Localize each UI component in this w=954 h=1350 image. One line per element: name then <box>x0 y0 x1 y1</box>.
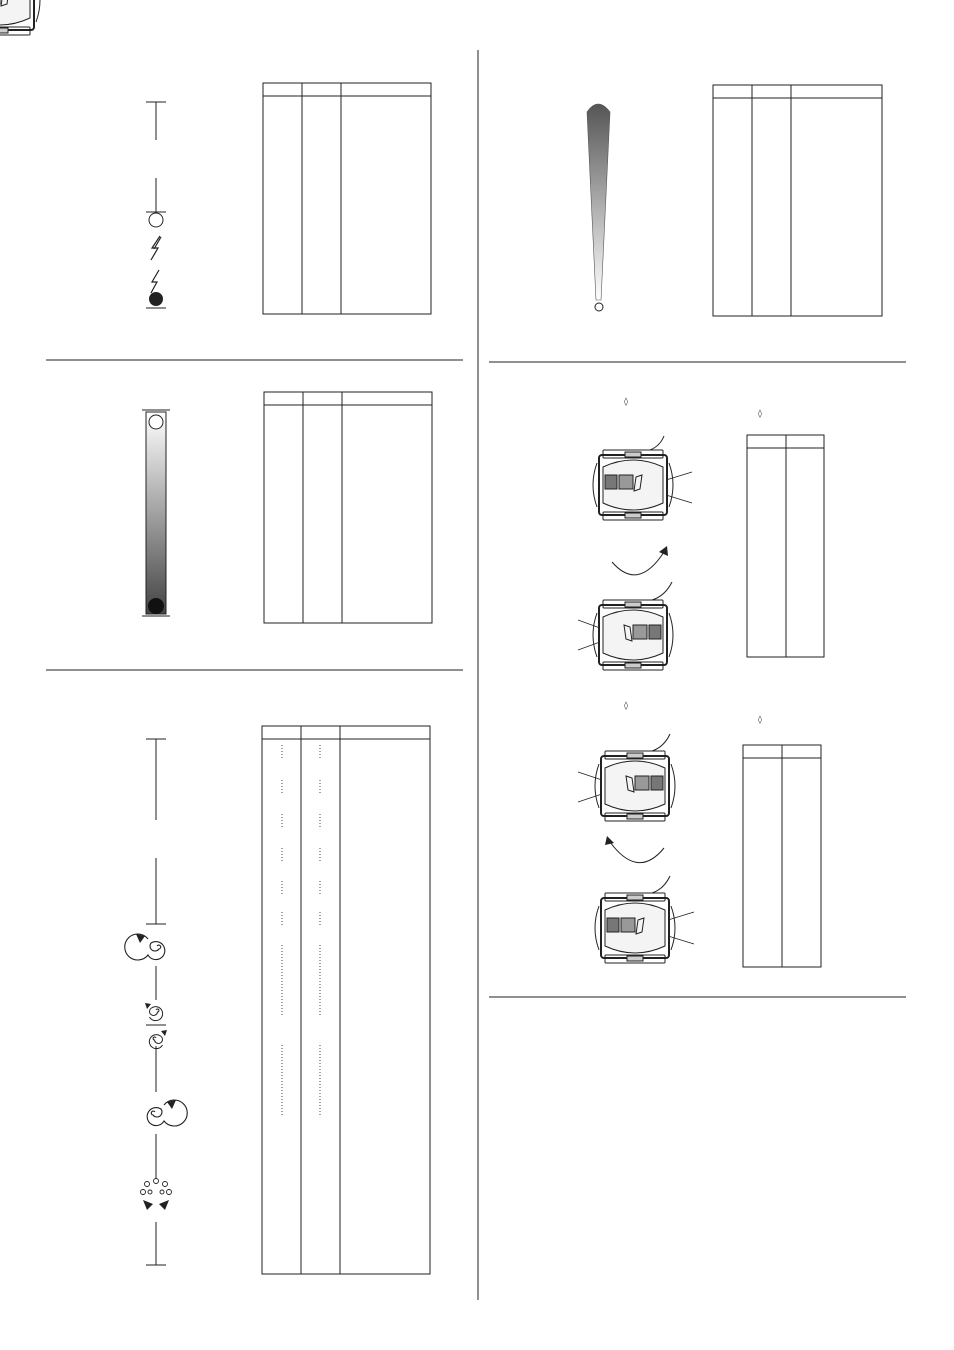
dimmer-bar <box>142 410 170 616</box>
dimmer-table <box>264 392 432 623</box>
beam-table <box>713 85 882 316</box>
pan-table <box>747 435 824 657</box>
rotate-ccw-arrow-icon <box>610 842 664 863</box>
open-shutter-icon <box>149 213 163 227</box>
spiral-small-left-icon <box>150 1007 163 1021</box>
spiral-rotate-right-icon <box>147 1100 187 1126</box>
closed-dimmer-icon <box>148 598 164 614</box>
svg-text:◊: ◊ <box>758 409 762 418</box>
closed-shutter-icon <box>149 292 163 306</box>
strobe-scale <box>146 102 166 308</box>
svg-text:◊: ◊ <box>624 701 628 710</box>
svg-text:◊: ◊ <box>758 715 762 724</box>
strobe-lightning-icon <box>151 236 161 293</box>
spiral-rotate-left-icon <box>125 934 165 960</box>
tilt-table <box>743 745 821 967</box>
fixture-top-view-icon <box>0 0 40 35</box>
rotation-table <box>262 726 430 1274</box>
svg-text:◊: ◊ <box>624 397 628 406</box>
strobe-table <box>263 83 431 314</box>
rotate-cw-arrow-icon <box>612 552 664 575</box>
leader-lines <box>578 472 694 944</box>
dot-circle-shake-icon <box>141 1179 172 1195</box>
beam-cone-icon <box>587 104 610 311</box>
open-dimmer-icon <box>149 415 163 429</box>
updown-small-icon <box>624 397 762 724</box>
